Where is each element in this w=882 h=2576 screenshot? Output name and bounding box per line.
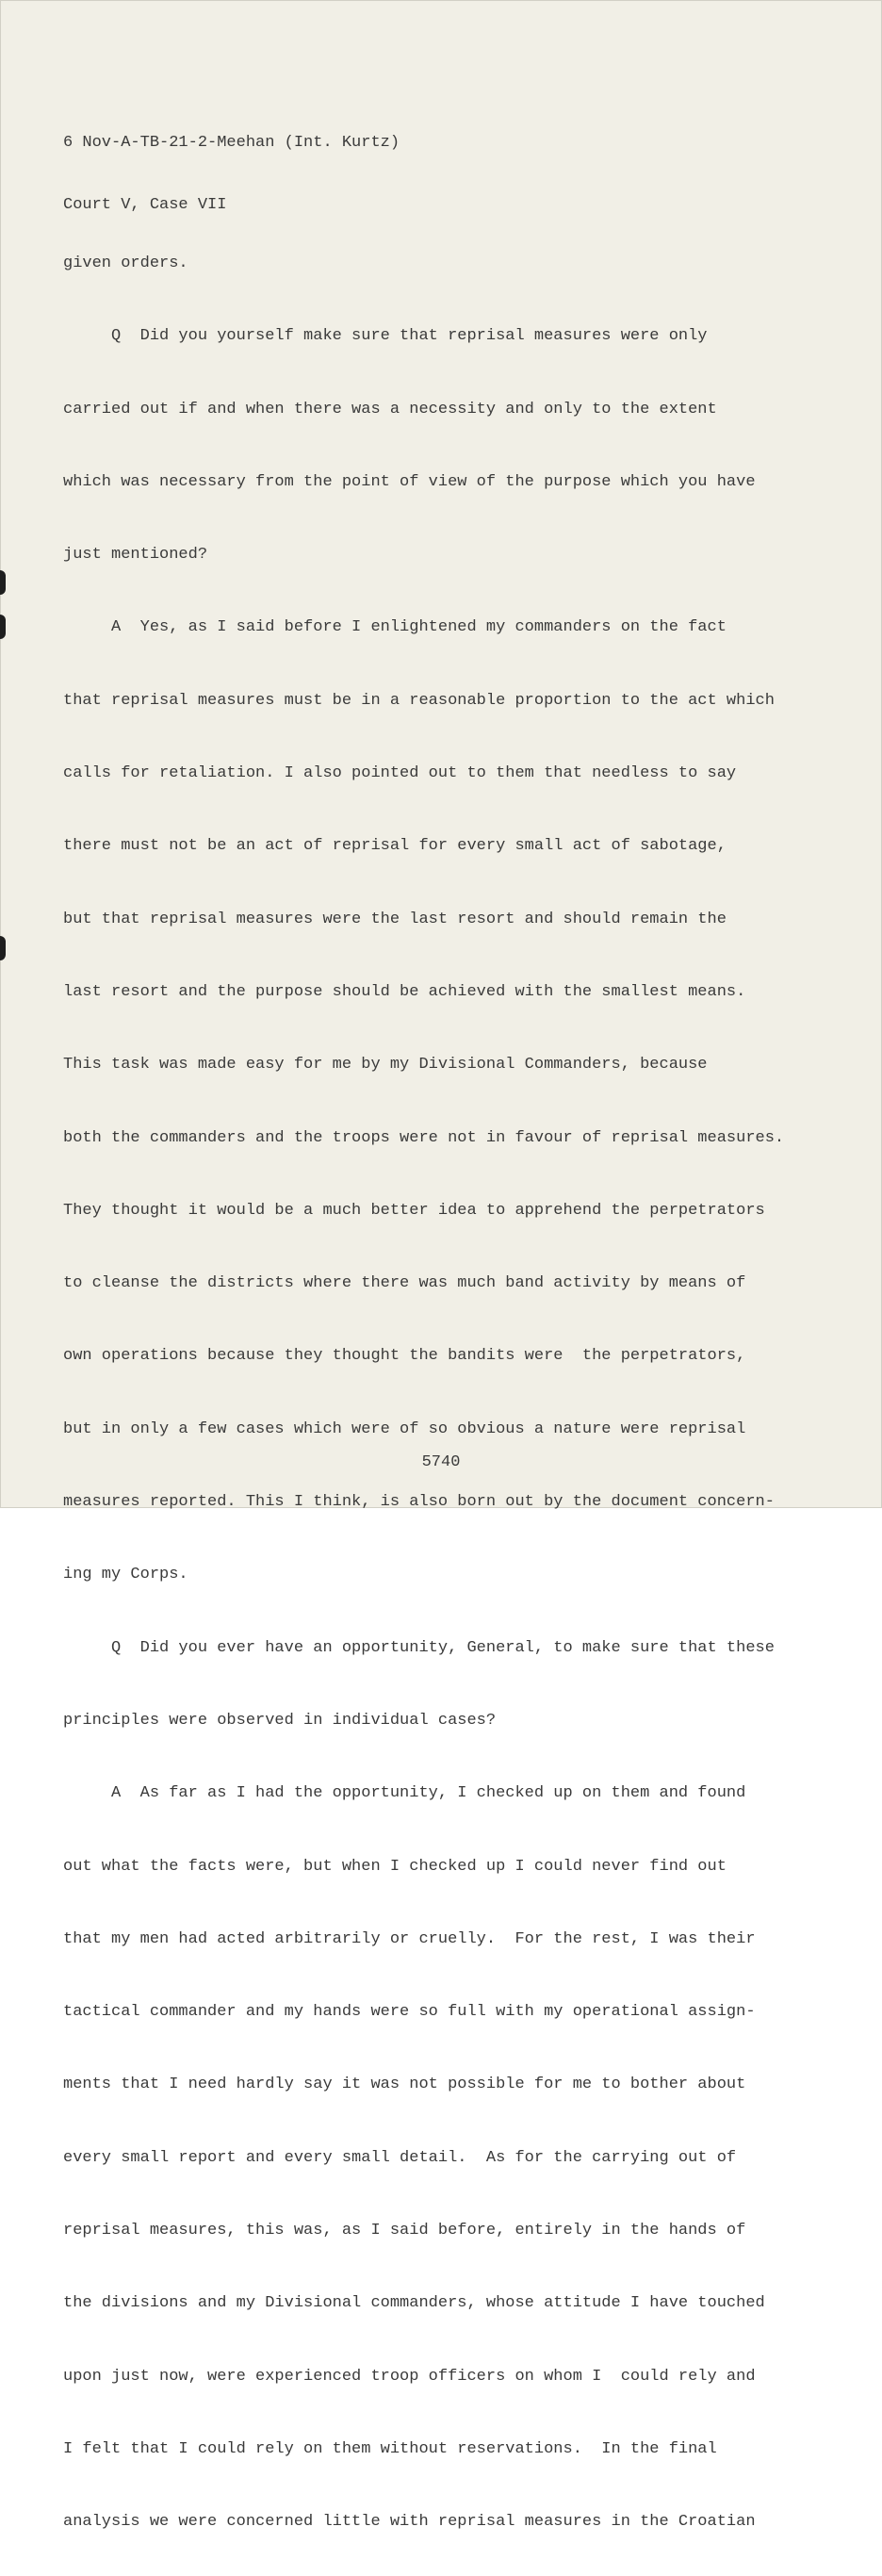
text-line: This task was made easy for me by my Divisional Commanders, because [63,1056,708,1075]
text-line: given orders. [63,254,188,272]
text-line: reprisal measures, this was, as I said before, entirely in the hands of [63,2222,746,2240]
text-line: I felt that I could rely on them without reservations. In the final [63,2439,717,2458]
text-line: principles were observed in individual cases? [63,1711,497,1730]
binding-hole-mark [0,936,6,960]
text-line: tactical commander and my hands were so full with my operational assign- [63,2003,756,2022]
text-line: but in only a few cases which were of so obvious a nature were reprisal [63,1419,746,1438]
text-line: every small report and every small detail. As for the carrying out of [63,2148,737,2167]
header-court-line: Court V, Case VII [63,196,227,214]
text-line: both the commanders and the troops were not in favour of reprisal measures. [63,1128,785,1147]
text-line: ments that I need hardly say it was not possible for me to bother about [63,2076,746,2094]
text-line: ing my Corps. [63,1566,188,1584]
text-line: A As far as I had the opportunity, I checked up on them and found [63,1784,746,1803]
text-line: They thought it would be a much better idea to apprehend the perpetrators [63,1201,765,1220]
text-line: carried out if and when there was a necessity and only to the extent [63,400,717,418]
text-line: out what the facts were, but when I checked up I could never find out [63,1857,727,1876]
text-line: Q Did you ever have an opportunity, General, to make sure that these [63,1638,775,1657]
text-line: Q Did you yourself make sure that reprisal measures were only [63,327,708,346]
text-line: there must not be an act of reprisal for every small act of sabotage, [63,837,727,856]
text-line: that my men had acted arbitrarily or cruelly. For the rest, I was their [63,1929,756,1948]
text-line: calls for retaliation. I also pointed out to them that needless to say [63,764,737,783]
binding-hole-mark [0,570,6,595]
header-reference-line: 6 Nov-A-TB-21-2-Meehan (Int. Kurtz) [63,134,400,152]
text-line: the divisions and my Divisional commanders, whose attitude I have touched [63,2294,765,2313]
text-line: last resort and the purpose should be achieved with the smallest means. [63,982,746,1001]
text-line: which was necessary from the point of view of the purpose which you have [63,472,756,491]
text-line: measures reported. This I think, is also born out by the document concern- [63,1493,775,1512]
text-line: upon just now, were experienced troop officers on whom I could rely and [63,2367,756,2386]
text-line: own operations because they thought the bandits were the perpetrators, [63,1347,746,1366]
text-line: but that reprisal measures were the last resort and should remain the [63,910,727,928]
text-line: analysis we were concerned little with reprisal measures in the Croatian [63,2513,756,2532]
text-line: that reprisal measures must be in a reasonable proportion to the act which [63,691,775,710]
binding-hole-mark [0,615,6,639]
text-line: to cleanse the districts where there was much band activity by means of [63,1274,746,1293]
transcript-body [63,210,864,2576]
text-line: just mentioned? [63,546,208,565]
text-line: A Yes, as I said before I enlightened my commanders on the fact [63,618,727,637]
page-number: 5740 [421,1453,461,1471]
